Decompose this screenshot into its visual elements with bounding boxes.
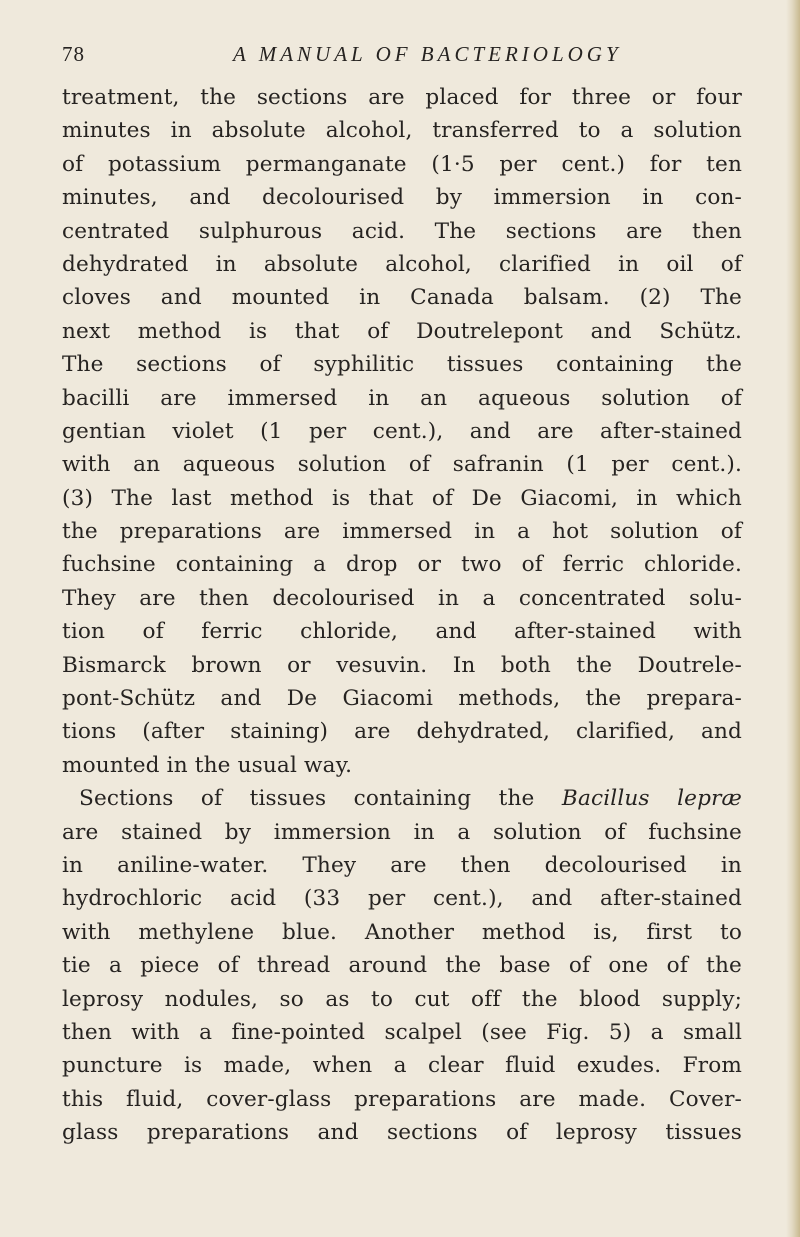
- text-line: next method is that of Doutrelepont and Schütz.: [62, 318, 742, 344]
- text-line: mounted in the usual way.: [62, 752, 353, 778]
- text-line: minutes in absolute alcohol, transferred to a solution: [62, 118, 742, 144]
- text-line: minutes, and decolourised by immersion in con-: [62, 185, 742, 211]
- text-line: glass preparations and sections of leprosy tissues: [62, 1120, 742, 1146]
- body-text: [62, 81, 742, 1150]
- text-line: puncture is made, when a clear fluid exudes. From: [62, 1053, 742, 1079]
- text-line: bacilli are immersed in an aqueous solution of: [62, 385, 742, 411]
- text-line: with methylene blue. Another method is, first to: [62, 919, 742, 945]
- text-line: dehydrated in absolute alcohol, clarified in oil of: [62, 251, 742, 277]
- italic-term: Bacillus lepræ: [561, 786, 743, 812]
- text-line: treatment, the sections are placed for three or four: [62, 85, 742, 110]
- text-line: fuchsine containing a drop or two of ferric chloride.: [62, 552, 742, 578]
- page-edge: [786, 0, 800, 1237]
- text-line: of potassium permanganate (1·5 per cent.) for ten: [62, 151, 742, 177]
- text-line: are stained by immersion in a solution of fuchsine: [62, 819, 742, 845]
- text-line: tion of ferric chloride, and after-stained with: [62, 619, 742, 645]
- text-line: centrated sulphurous acid. The sections are then: [62, 218, 742, 244]
- text-fragment: Sections of tissues containing the: [79, 786, 535, 812]
- text-line-with-term: [62, 782, 742, 815]
- text-line: this fluid, cover-glass preparations are made. Cover-: [62, 1086, 742, 1112]
- text-line: They are then decolourised in a concentrated solu-: [62, 585, 742, 611]
- page-number: 78: [62, 42, 85, 66]
- text-line: The sections of syphilitic tissues containing the: [62, 352, 742, 378]
- text-line: tions (after staining) are dehydrated, clarified, and: [62, 719, 742, 745]
- text-line: cloves and mounted in Canada balsam. (2) The: [62, 285, 742, 311]
- text-line: in aniline-water. They are then decolourised in: [62, 852, 742, 878]
- running-head: A MANUAL OF BACTERIOLOGY: [233, 42, 622, 66]
- text-line: Bismarck brown or vesuvin. In both the Doutrele-: [62, 652, 742, 678]
- page-header: [62, 42, 742, 70]
- text-line: hydrochloric acid (33 per cent.), and after-stained: [62, 886, 742, 912]
- text-line: with an aqueous solution of safranin (1 per cent.).: [62, 452, 742, 478]
- text-line: (3) The last method is that of De Giacomi, in which: [62, 485, 742, 511]
- text-line: pont-Schütz and De Giacomi methods, the prepara-: [62, 686, 742, 712]
- text-line: leprosy nodules, so as to cut off the blood supply;: [62, 986, 742, 1012]
- text-line: tie a piece of thread around the base of one of the: [62, 953, 742, 979]
- text-line: then with a fine-pointed scalpel (see Fig. 5) a small: [62, 1019, 742, 1045]
- text-line: the preparations are immersed in a hot solution of: [62, 519, 742, 545]
- text-line: gentian violet (1 per cent.), and are after-stained: [62, 418, 742, 444]
